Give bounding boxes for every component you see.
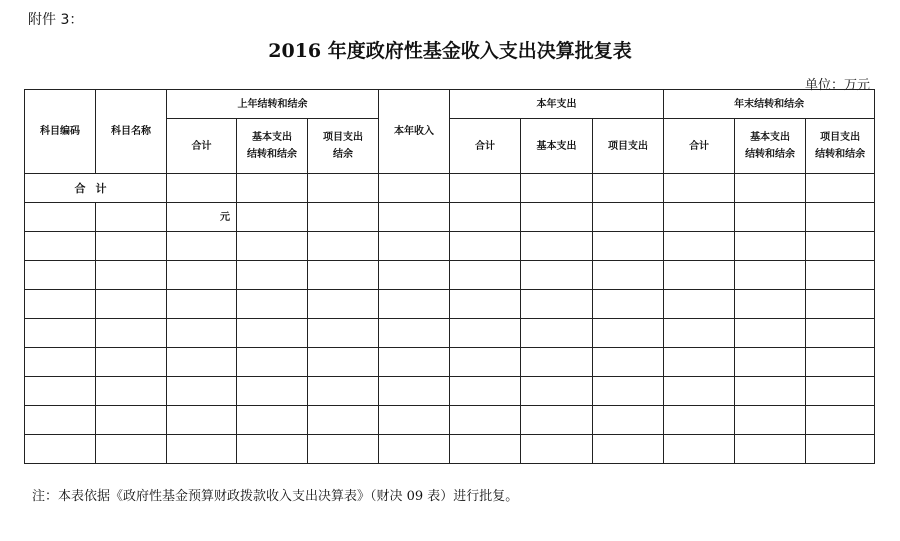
total-row-label: 合计 [25,174,167,203]
table-cell [308,232,379,261]
table-cell [237,406,308,435]
table-cell [664,261,735,290]
table-cell [593,377,664,406]
header-income: 本年收入 [379,90,450,174]
table-cell [379,377,450,406]
table-cell [167,290,237,319]
total-row [25,174,875,203]
table-cell [237,348,308,377]
table-row [25,348,875,377]
table-cell [593,174,664,203]
table-cell [237,232,308,261]
header-prev-project [308,119,379,174]
table-cell [379,348,450,377]
table-cell [521,319,593,348]
table-cell [806,377,875,406]
table-cell [735,203,806,232]
table-cell [735,406,806,435]
table-cell [521,435,593,464]
table-cell [735,377,806,406]
table-cell [521,261,593,290]
table-cell [308,377,379,406]
table-cell [308,261,379,290]
table-cell [806,435,875,464]
table-cell [96,290,167,319]
table-cell [806,406,875,435]
table-row [25,377,875,406]
table-row [25,203,875,232]
table-cell [450,203,521,232]
table-cell [664,406,735,435]
table-cell [735,290,806,319]
header-end-basic [735,119,806,174]
attachment-label: 附件 3： [28,12,84,28]
table-row [25,435,875,464]
header-name: 科目名称 [96,90,167,174]
table-cell [308,174,379,203]
header-exp-total: 合计 [450,119,521,174]
table-cell [379,290,450,319]
table-row [25,232,875,261]
table-cell [735,319,806,348]
table-cell [237,203,308,232]
table-cell [593,232,664,261]
table-cell [379,232,450,261]
header-end-group: 年末结转和结余 [664,90,875,119]
table-cell [593,290,664,319]
header-exp-project: 项目支出 [593,119,664,174]
table-cell [735,232,806,261]
table-cell [96,203,167,232]
table-cell [96,348,167,377]
table-cell [308,203,379,232]
header-prev-project-line1: 项目支出 [323,132,364,143]
table-cell [96,261,167,290]
table-cell [735,435,806,464]
table-cell [167,319,237,348]
table-cell [25,435,96,464]
table-cell [379,319,450,348]
header-end-project-line2: 结转和结余 [815,149,866,160]
table-cell [521,290,593,319]
table-cell [96,319,167,348]
table-cell [664,203,735,232]
table-cell [521,203,593,232]
table-cell [237,174,308,203]
header-prev-basic [237,119,308,174]
table-cell [25,319,96,348]
table-row [25,261,875,290]
table-cell [593,261,664,290]
table-cell [379,406,450,435]
table-cell [735,261,806,290]
table-cell [806,319,875,348]
table-cell [735,174,806,203]
table-cell [521,377,593,406]
table-cell [25,377,96,406]
table-cell [450,232,521,261]
table-cell [521,348,593,377]
header-end-project-line1: 项目支出 [820,132,861,143]
header-end-project [806,119,875,174]
table-cell [806,203,875,232]
table-cell [308,290,379,319]
table-cell [450,348,521,377]
table-cell [167,174,237,203]
page-title: 2016 年度政府性基金收入支出决算批复表 [268,40,632,62]
table-cell [521,174,593,203]
table-cell [450,406,521,435]
table-cell [308,319,379,348]
header-code: 科目编码 [25,90,96,174]
table-cell [664,290,735,319]
table-cell [593,319,664,348]
table-cell [450,261,521,290]
table-cell [25,290,96,319]
table-cell [593,435,664,464]
table-cell [237,319,308,348]
table-cell [308,406,379,435]
table-cell [308,348,379,377]
table-cell [593,406,664,435]
table-cell [806,290,875,319]
header-exp-basic: 基本支出 [521,119,593,174]
table-cell [806,232,875,261]
table-cell [593,348,664,377]
table-cell [450,290,521,319]
header-prev-basic-line1: 基本支出 [252,132,292,143]
table-cell [25,203,96,232]
table-row [25,406,875,435]
table-cell [521,406,593,435]
table-cell [664,174,735,203]
table-row [25,290,875,319]
table-cell [167,232,237,261]
header-row-1 [25,90,875,119]
header-end-basic-line1: 基本支出 [750,132,791,143]
header-prev-total: 合计 [167,119,237,174]
table-cell [379,261,450,290]
table-cell [521,232,593,261]
header-end-basic-line2: 结转和结余 [745,149,796,160]
table-cell [167,377,237,406]
header-end-total: 合计 [664,119,735,174]
table-cell [450,377,521,406]
table-cell [664,377,735,406]
table-cell [237,290,308,319]
table-cell: 元 [167,203,237,232]
table-cell [379,174,450,203]
table-cell [450,435,521,464]
table-cell [664,435,735,464]
table-cell [167,435,237,464]
table-cell [379,435,450,464]
table-cell [379,203,450,232]
table-cell [664,232,735,261]
table-cell [806,348,875,377]
table-cell [237,435,308,464]
table-cell [806,174,875,203]
footnote: 注：本表依据《政府性基金预算财政拨款收入支出决算表》（财决 09 表）进行批复。 [32,489,519,504]
table-cell [167,261,237,290]
table-cell [593,203,664,232]
table-cell [25,348,96,377]
table-cell [167,348,237,377]
table-cell [237,377,308,406]
table-cell [25,261,96,290]
table-cell [25,406,96,435]
table-cell [96,232,167,261]
table-cell [237,261,308,290]
header-prev-group: 上年结转和结余 [167,90,379,119]
table-cell [167,406,237,435]
table-row [25,319,875,348]
table-cell [25,232,96,261]
table-cell [664,348,735,377]
table-cell [450,174,521,203]
table-cell [450,319,521,348]
table-cell [96,406,167,435]
table-cell [96,377,167,406]
settlement-table [24,89,875,464]
table-cell [664,319,735,348]
table-cell [96,435,167,464]
table-cell [806,261,875,290]
header-prev-project-line2: 结余 [333,149,354,160]
unit-label: 单位：万元 [804,78,870,93]
table-cell [308,435,379,464]
table-body [25,203,875,464]
table-cell [735,348,806,377]
header-exp-group: 本年支出 [450,90,664,119]
header-prev-basic-line2: 结转和结余 [247,149,297,160]
